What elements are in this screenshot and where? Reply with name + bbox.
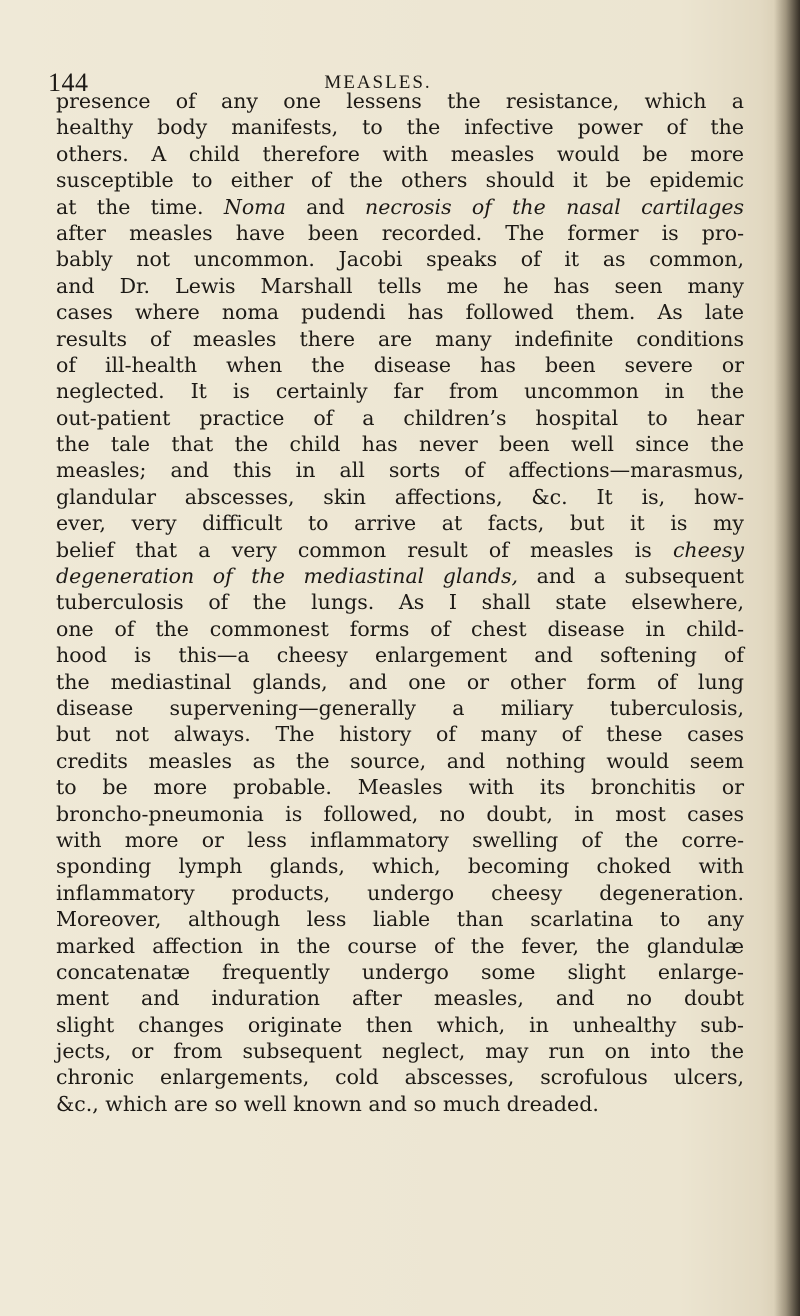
text-line [56,853,744,879]
text-run: after measles have been recorded. The former is pro- [56,220,744,245]
text-line [56,141,744,167]
text-run: disease supervening—generally a miliary tuberculosis, [56,695,744,720]
text-run: the tale that the child has never been well since the [56,432,744,457]
text-run: others. A child therefore with measles would be more [56,141,744,166]
text-line [56,273,744,299]
text-run: slight changes originate then which, in unhealthy sub- [56,1012,744,1037]
text-line [56,1091,744,1117]
text-line [56,721,744,747]
text-line [56,378,744,404]
text-run: healthy body manifests, to the infective power of the [56,115,744,140]
text-line [56,616,744,642]
italic-text: cheesy [672,537,744,562]
text-line [56,933,744,959]
text-run: of ill-health when the disease has been severe or [56,352,744,377]
text-run: sponding lymph glands, which, becoming choked with [56,854,744,879]
text-line [56,194,744,220]
text-line [56,827,744,853]
text-line [56,167,744,193]
text-line [56,431,744,457]
text-run: bably not uncommon. Jacobi speaks of it as common, [56,247,744,272]
text-run: concatenatæ frequently undergo some slight enlarge- [56,959,744,984]
text-line [56,774,744,800]
text-run: broncho-pneumonia is followed, no doubt, in most cases [56,801,744,826]
text-run: jects, or from subsequent neglect, may run on into the [56,1039,744,1064]
text-run: measles; and this in all sorts of affections—marasmus, [56,458,744,483]
text-line [56,748,744,774]
text-line [56,299,744,325]
running-head: MEASLES. [324,72,432,93]
italic-text: necrosis of the nasal cartilages [365,194,744,219]
book-binding-edge [774,0,800,1316]
text-run: at the time. [56,194,224,219]
text-run: the mediastinal glands, and one or other form of lung [56,669,744,694]
text-run: and Dr. Lewis Marshall tells me he has seen many [56,273,744,298]
text-run: tuberculosis of the lungs. As I shall state elsewhere, [56,590,744,615]
text-line [56,906,744,932]
text-run: results of measles there are many indefinite conditions [56,326,744,351]
italic-text: degeneration of the mediastinal glands, [56,564,519,589]
text-line [56,326,744,352]
text-line [56,563,744,589]
text-run: marked affection in the course of the fever, the glandulæ [56,933,744,958]
text-run: to be more probable. Measles with its bronchitis or [56,775,744,800]
text-line [56,801,744,827]
text-line [56,589,744,615]
text-line [56,484,744,510]
text-line [56,985,744,1011]
text-line [56,695,744,721]
text-line [56,114,744,140]
text-run: hood is this—a cheesy enlargement and softening of [56,643,744,668]
text-run: cases where noma pudendi has followed them. As late [56,300,744,325]
text-run: neglected. It is certainly far from uncommon in the [56,379,744,404]
text-line [56,1064,744,1090]
text-run: presence of any one lessens the resistance, which a [56,89,744,113]
text-run: credits measles as the source, and nothing would seem [56,748,744,773]
text-run: Moreover, although less liable than scarlatina to any [56,907,744,932]
text-run: ever, very difficult to arrive at facts, but it is my [56,511,744,536]
text-run: glandular abscesses, skin affections, &c. It is, how- [56,484,744,509]
text-run: chronic enlargements, cold abscesses, scrofulous ulcers, [56,1065,744,1090]
text-line [56,246,744,272]
text-run: with more or less inflammatory swelling of the corre- [56,827,744,852]
page-number: 144 [48,68,89,97]
text-line [56,220,744,246]
text-line [56,1038,744,1064]
text-line [56,352,744,378]
text-line [56,88,744,114]
text-line [56,669,744,695]
italic-text: Noma [223,194,286,219]
text-line [56,510,744,536]
text-line [56,880,744,906]
text-line [56,1012,744,1038]
text-run: out-patient practice of a children’s hospital to hear [56,405,744,430]
text-run: susceptible to either of the others should it be epidemic [56,168,744,193]
text-line [56,959,744,985]
text-run: inflammatory products, undergo cheesy degeneration. [56,880,744,905]
text-run: but not always. The history of many of these cases [56,722,744,747]
text-line [56,405,744,431]
text-run: and [285,194,366,219]
text-line [56,642,744,668]
text-line [56,537,744,563]
text-line [56,457,744,483]
text-run: and a subsequent [518,564,744,589]
text-run: ment and induration after measles, and no doubt [56,986,744,1011]
text-run: belief that a very common result of measles is [56,537,673,562]
text-run: one of the commonest forms of chest disease in child- [56,616,744,641]
body-text [56,88,744,1117]
text-run: &c., which are so well known and so much dreaded. [56,1091,599,1116]
